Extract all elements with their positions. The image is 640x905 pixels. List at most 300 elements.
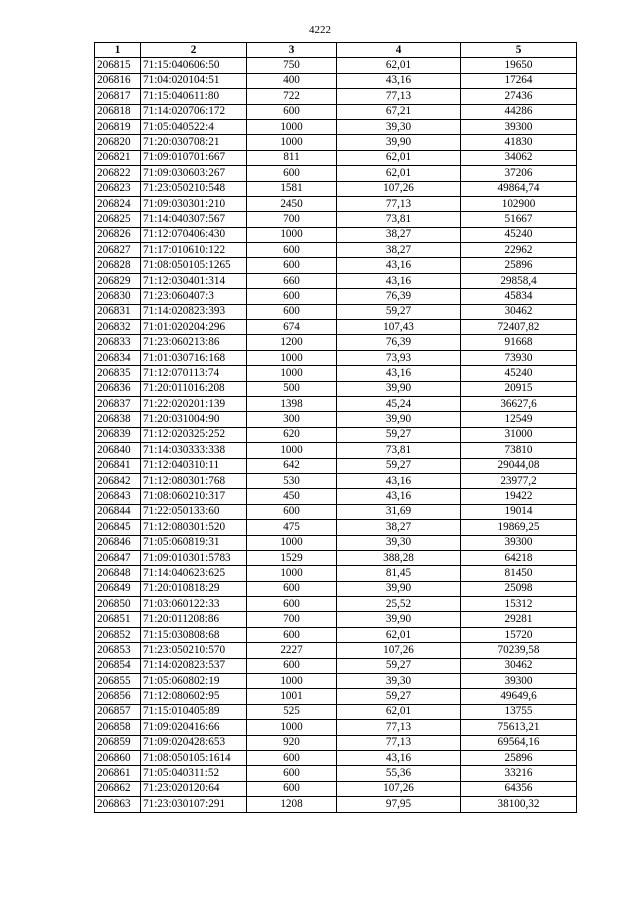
- table-row: [95, 289, 577, 304]
- table-row: [95, 689, 577, 704]
- rate-cell: 39,90: [337, 581, 461, 596]
- value-cell: 64218: [461, 550, 577, 565]
- cadastral-number-cell: 71:05:060819:31: [141, 535, 247, 550]
- value-cell: 39300: [461, 119, 577, 134]
- value-cell: 39300: [461, 535, 577, 550]
- rate-cell: 62,01: [337, 704, 461, 719]
- table-row: [95, 104, 577, 119]
- area-cell: 674: [247, 320, 337, 335]
- column-header-1: 1: [95, 43, 141, 58]
- value-cell: 12549: [461, 412, 577, 427]
- row-number-cell: 206856: [95, 689, 141, 704]
- table-row: [95, 643, 577, 658]
- table-row: [95, 797, 577, 812]
- row-number-cell: 206833: [95, 335, 141, 350]
- area-cell: 620: [247, 427, 337, 442]
- table-row: [95, 627, 577, 642]
- row-number-cell: 206845: [95, 520, 141, 535]
- cadastral-number-cell: 71:23:050210:570: [141, 643, 247, 658]
- value-cell: 45834: [461, 289, 577, 304]
- rate-cell: 43,16: [337, 473, 461, 488]
- rate-cell: 107,26: [337, 181, 461, 196]
- value-cell: 49649,6: [461, 689, 577, 704]
- area-cell: 1000: [247, 720, 337, 735]
- column-header-2: 2: [141, 43, 247, 58]
- rate-cell: 39,90: [337, 612, 461, 627]
- value-cell: 51667: [461, 212, 577, 227]
- cadastral-number-cell: 71:12:080602:95: [141, 689, 247, 704]
- cadastral-number-cell: 71:14:020706:172: [141, 104, 247, 119]
- cadastral-number-cell: 71:05:040522:4: [141, 119, 247, 134]
- rate-cell: 39,30: [337, 674, 461, 689]
- cadastral-number-cell: 71:08:050105:1614: [141, 750, 247, 765]
- column-header-3: 3: [247, 43, 337, 58]
- value-cell: 19869,25: [461, 520, 577, 535]
- table-row: [95, 704, 577, 719]
- area-cell: 2227: [247, 643, 337, 658]
- cadastral-number-cell: 71:17:010610:122: [141, 243, 247, 258]
- table-row: [95, 227, 577, 242]
- area-cell: 2450: [247, 196, 337, 211]
- table-row: [95, 396, 577, 411]
- value-cell: 19650: [461, 58, 577, 73]
- cadastral-number-cell: 71:15:030808:68: [141, 627, 247, 642]
- value-cell: 29281: [461, 612, 577, 627]
- table-row: [95, 458, 577, 473]
- rate-cell: 39,30: [337, 119, 461, 134]
- cadastral-number-cell: 71:20:011208:86: [141, 612, 247, 627]
- value-cell: 39300: [461, 674, 577, 689]
- area-cell: 525: [247, 704, 337, 719]
- value-cell: 91668: [461, 335, 577, 350]
- cadastral-number-cell: 71:20:011016:208: [141, 381, 247, 396]
- area-cell: 600: [247, 258, 337, 273]
- rate-cell: 62,01: [337, 166, 461, 181]
- table-row: [95, 89, 577, 104]
- area-cell: 600: [247, 504, 337, 519]
- cadastral-number-cell: 71:22:020201:139: [141, 396, 247, 411]
- value-cell: 22962: [461, 243, 577, 258]
- table-row: [95, 166, 577, 181]
- table-row: [95, 535, 577, 550]
- cadastral-number-cell: 71:09:020416:66: [141, 720, 247, 735]
- row-number-cell: 206846: [95, 535, 141, 550]
- table-row: [95, 720, 577, 735]
- table-row: [95, 150, 577, 165]
- area-cell: 400: [247, 73, 337, 88]
- table-header: [95, 43, 577, 58]
- cadastral-number-cell: 71:23:050210:548: [141, 181, 247, 196]
- table-row: [95, 504, 577, 519]
- table-row: [95, 243, 577, 258]
- cadastral-number-cell: 71:12:070406:430: [141, 227, 247, 242]
- row-number-cell: 206850: [95, 597, 141, 612]
- cadastral-number-cell: 71:23:060407:3: [141, 289, 247, 304]
- cadastral-number-cell: 71:23:060213:86: [141, 335, 247, 350]
- cadastral-number-cell: 71:12:030401:314: [141, 273, 247, 288]
- rate-cell: 97,95: [337, 797, 461, 812]
- rate-cell: 43,16: [337, 273, 461, 288]
- row-number-cell: 206830: [95, 289, 141, 304]
- row-number-cell: 206860: [95, 750, 141, 765]
- header-row: [95, 43, 577, 58]
- table-row: [95, 658, 577, 673]
- row-number-cell: 206863: [95, 797, 141, 812]
- cadastral-number-cell: 71:23:030107:291: [141, 797, 247, 812]
- area-cell: 722: [247, 89, 337, 104]
- rate-cell: 62,01: [337, 627, 461, 642]
- row-number-cell: 206858: [95, 720, 141, 735]
- table-row: [95, 320, 577, 335]
- value-cell: 27436: [461, 89, 577, 104]
- area-cell: 600: [247, 243, 337, 258]
- row-number-cell: 206835: [95, 366, 141, 381]
- area-cell: 1581: [247, 181, 337, 196]
- rate-cell: 67,21: [337, 104, 461, 119]
- table-row: [95, 273, 577, 288]
- area-cell: 1529: [247, 550, 337, 565]
- table-row: [95, 58, 577, 73]
- row-number-cell: 206840: [95, 443, 141, 458]
- rate-cell: 25,52: [337, 597, 461, 612]
- rate-cell: 55,36: [337, 766, 461, 781]
- rate-cell: 73,93: [337, 350, 461, 365]
- row-number-cell: 206816: [95, 73, 141, 88]
- cadastral-number-cell: 71:15:040611:80: [141, 89, 247, 104]
- cadastral-number-cell: 71:20:030708:21: [141, 135, 247, 150]
- cadastral-number-cell: 71:12:080301:768: [141, 473, 247, 488]
- row-number-cell: 206832: [95, 320, 141, 335]
- rate-cell: 59,27: [337, 458, 461, 473]
- area-cell: 600: [247, 781, 337, 796]
- row-number-cell: 206822: [95, 166, 141, 181]
- rate-cell: 107,26: [337, 781, 461, 796]
- rate-cell: 38,27: [337, 243, 461, 258]
- area-cell: 600: [247, 766, 337, 781]
- row-number-cell: 206861: [95, 766, 141, 781]
- table-row: [95, 258, 577, 273]
- column-header-4: 4: [337, 43, 461, 58]
- area-cell: 600: [247, 627, 337, 642]
- table-row: [95, 735, 577, 750]
- value-cell: 25896: [461, 258, 577, 273]
- value-cell: 17264: [461, 73, 577, 88]
- cadastral-number-cell: 71:01:030716:168: [141, 350, 247, 365]
- area-cell: 600: [247, 104, 337, 119]
- area-cell: 1001: [247, 689, 337, 704]
- rate-cell: 39,30: [337, 535, 461, 550]
- value-cell: 70239,58: [461, 643, 577, 658]
- area-cell: 530: [247, 473, 337, 488]
- area-cell: 600: [247, 658, 337, 673]
- value-cell: 69564,16: [461, 735, 577, 750]
- cadastral-number-cell: 71:05:060802:19: [141, 674, 247, 689]
- cadastral-number-cell: 71:09:020428:653: [141, 735, 247, 750]
- rate-cell: 39,90: [337, 381, 461, 396]
- row-number-cell: 206848: [95, 566, 141, 581]
- cadastral-number-cell: 71:12:040310:11: [141, 458, 247, 473]
- rate-cell: 39,90: [337, 135, 461, 150]
- row-number-cell: 206855: [95, 674, 141, 689]
- area-cell: 450: [247, 489, 337, 504]
- row-number-cell: 206828: [95, 258, 141, 273]
- row-number-cell: 206843: [95, 489, 141, 504]
- row-number-cell: 206839: [95, 427, 141, 442]
- value-cell: 31000: [461, 427, 577, 442]
- table-row: [95, 350, 577, 365]
- area-cell: 1000: [247, 119, 337, 134]
- table-row: [95, 212, 577, 227]
- row-number-cell: 206826: [95, 227, 141, 242]
- cadastral-number-cell: 71:01:020204:296: [141, 320, 247, 335]
- value-cell: 33216: [461, 766, 577, 781]
- cadastral-number-cell: 71:14:040307:567: [141, 212, 247, 227]
- row-number-cell: 206837: [95, 396, 141, 411]
- area-cell: 700: [247, 612, 337, 627]
- value-cell: 13755: [461, 704, 577, 719]
- cadastral-number-cell: 71:23:020120:64: [141, 781, 247, 796]
- rate-cell: 38,27: [337, 227, 461, 242]
- row-number-cell: 206831: [95, 304, 141, 319]
- cadastral-number-cell: 71:15:010405:89: [141, 704, 247, 719]
- cadastral-number-cell: 71:14:020823:537: [141, 658, 247, 673]
- rate-cell: 59,27: [337, 304, 461, 319]
- page-number: 4222: [309, 24, 331, 36]
- row-number-cell: 206820: [95, 135, 141, 150]
- table-row: [95, 612, 577, 627]
- row-number-cell: 206852: [95, 627, 141, 642]
- rate-cell: 62,01: [337, 58, 461, 73]
- table-row: [95, 427, 577, 442]
- area-cell: 660: [247, 273, 337, 288]
- cadastral-number-cell: 71:08:060210:317: [141, 489, 247, 504]
- area-cell: 1200: [247, 335, 337, 350]
- value-cell: 45240: [461, 366, 577, 381]
- row-number-cell: 206829: [95, 273, 141, 288]
- row-number-cell: 206815: [95, 58, 141, 73]
- area-cell: 811: [247, 150, 337, 165]
- area-cell: 920: [247, 735, 337, 750]
- value-cell: 29044,08: [461, 458, 577, 473]
- value-cell: 34062: [461, 150, 577, 165]
- row-number-cell: 206854: [95, 658, 141, 673]
- cadastral-number-cell: 71:05:040311:52: [141, 766, 247, 781]
- value-cell: 25098: [461, 581, 577, 596]
- area-cell: 750: [247, 58, 337, 73]
- row-number-cell: 206862: [95, 781, 141, 796]
- value-cell: 41830: [461, 135, 577, 150]
- value-cell: 15312: [461, 597, 577, 612]
- area-cell: 700: [247, 212, 337, 227]
- cadastral-number-cell: 71:15:040606:50: [141, 58, 247, 73]
- rate-cell: 31,69: [337, 504, 461, 519]
- table-row: [95, 781, 577, 796]
- table-row: [95, 119, 577, 134]
- table-row: [95, 73, 577, 88]
- rate-cell: 43,16: [337, 258, 461, 273]
- cadastral-number-cell: 71:12:080301:520: [141, 520, 247, 535]
- area-cell: 1398: [247, 396, 337, 411]
- row-number-cell: 206838: [95, 412, 141, 427]
- value-cell: 72407,82: [461, 320, 577, 335]
- rate-cell: 59,27: [337, 689, 461, 704]
- rate-cell: 39,90: [337, 412, 461, 427]
- value-cell: 75613,21: [461, 720, 577, 735]
- cadastral-number-cell: 71:09:010701:667: [141, 150, 247, 165]
- area-cell: 600: [247, 581, 337, 596]
- value-cell: 25896: [461, 750, 577, 765]
- table-row: [95, 550, 577, 565]
- area-cell: 1000: [247, 227, 337, 242]
- table-row: [95, 674, 577, 689]
- rate-cell: 43,16: [337, 750, 461, 765]
- cadastral-number-cell: 71:22:050133:60: [141, 504, 247, 519]
- row-number-cell: 206841: [95, 458, 141, 473]
- table-row: [95, 135, 577, 150]
- rate-cell: 76,39: [337, 335, 461, 350]
- rate-cell: 59,27: [337, 658, 461, 673]
- row-number-cell: 206827: [95, 243, 141, 258]
- table-row: [95, 443, 577, 458]
- value-cell: 37206: [461, 166, 577, 181]
- row-number-cell: 206823: [95, 181, 141, 196]
- value-cell: 73930: [461, 350, 577, 365]
- rate-cell: 43,16: [337, 366, 461, 381]
- cadastral-number-cell: 71:03:060122:33: [141, 597, 247, 612]
- area-cell: 1000: [247, 566, 337, 581]
- value-cell: 36627,6: [461, 396, 577, 411]
- rate-cell: 77,13: [337, 89, 461, 104]
- area-cell: 475: [247, 520, 337, 535]
- row-number-cell: 206825: [95, 212, 141, 227]
- area-cell: 1000: [247, 135, 337, 150]
- row-number-cell: 206847: [95, 550, 141, 565]
- area-cell: 300: [247, 412, 337, 427]
- area-cell: 642: [247, 458, 337, 473]
- value-cell: 73810: [461, 443, 577, 458]
- rate-cell: 107,43: [337, 320, 461, 335]
- rate-cell: 73,81: [337, 443, 461, 458]
- value-cell: 81450: [461, 566, 577, 581]
- cadastral-number-cell: 71:14:040623:625: [141, 566, 247, 581]
- cadastral-number-cell: 71:12:070113:74: [141, 366, 247, 381]
- area-cell: 1000: [247, 535, 337, 550]
- rate-cell: 38,27: [337, 520, 461, 535]
- value-cell: 30462: [461, 658, 577, 673]
- rate-cell: 73,81: [337, 212, 461, 227]
- area-cell: 600: [247, 304, 337, 319]
- table-row: [95, 597, 577, 612]
- cadastral-number-cell: 71:12:020325:252: [141, 427, 247, 442]
- rate-cell: 81,45: [337, 566, 461, 581]
- column-header-5: 5: [461, 43, 577, 58]
- cadastral-number-cell: 71:09:030301:210: [141, 196, 247, 211]
- table-row: [95, 473, 577, 488]
- cadastral-number-cell: 71:08:050105:1265: [141, 258, 247, 273]
- value-cell: 49864,74: [461, 181, 577, 196]
- table-row: [95, 366, 577, 381]
- row-number-cell: 206859: [95, 735, 141, 750]
- cadastral-number-cell: 71:09:030603:267: [141, 166, 247, 181]
- rate-cell: 388,28: [337, 550, 461, 565]
- table-row: [95, 520, 577, 535]
- cadastral-number-cell: 71:04:020104:51: [141, 73, 247, 88]
- rate-cell: 107,26: [337, 643, 461, 658]
- row-number-cell: 206857: [95, 704, 141, 719]
- value-cell: 64356: [461, 781, 577, 796]
- table-row: [95, 566, 577, 581]
- table-row: [95, 750, 577, 765]
- value-cell: 19014: [461, 504, 577, 519]
- area-cell: 1000: [247, 350, 337, 365]
- rate-cell: 43,16: [337, 73, 461, 88]
- area-cell: 1000: [247, 674, 337, 689]
- row-number-cell: 206817: [95, 89, 141, 104]
- row-number-cell: 206849: [95, 581, 141, 596]
- area-cell: 600: [247, 289, 337, 304]
- area-cell: 1000: [247, 443, 337, 458]
- row-number-cell: 206834: [95, 350, 141, 365]
- data-table: [94, 42, 577, 813]
- area-cell: 500: [247, 381, 337, 396]
- area-cell: 600: [247, 597, 337, 612]
- cadastral-number-cell: 71:20:031004:90: [141, 412, 247, 427]
- row-number-cell: 206818: [95, 104, 141, 119]
- cadastral-number-cell: 71:09:010301:5783: [141, 550, 247, 565]
- row-number-cell: 206824: [95, 196, 141, 211]
- row-number-cell: 206821: [95, 150, 141, 165]
- cadastral-number-cell: 71:14:030333:338: [141, 443, 247, 458]
- row-number-cell: 206836: [95, 381, 141, 396]
- table-row: [95, 181, 577, 196]
- table-row: [95, 581, 577, 596]
- rate-cell: 45,24: [337, 396, 461, 411]
- rate-cell: 77,13: [337, 196, 461, 211]
- area-cell: 600: [247, 166, 337, 181]
- table-row: [95, 335, 577, 350]
- value-cell: 45240: [461, 227, 577, 242]
- rate-cell: 76,39: [337, 289, 461, 304]
- value-cell: 38100,32: [461, 797, 577, 812]
- row-number-cell: 206819: [95, 119, 141, 134]
- row-number-cell: 206853: [95, 643, 141, 658]
- table-row: [95, 196, 577, 211]
- area-cell: 1000: [247, 366, 337, 381]
- table-row: [95, 412, 577, 427]
- area-cell: 1208: [247, 797, 337, 812]
- row-number-cell: 206842: [95, 473, 141, 488]
- rate-cell: 77,13: [337, 735, 461, 750]
- table-row: [95, 489, 577, 504]
- value-cell: 29858,4: [461, 273, 577, 288]
- value-cell: 23977,2: [461, 473, 577, 488]
- area-cell: 600: [247, 750, 337, 765]
- value-cell: 44286: [461, 104, 577, 119]
- cadastral-number-cell: 71:20:010818:29: [141, 581, 247, 596]
- rate-cell: 62,01: [337, 150, 461, 165]
- table-row: [95, 304, 577, 319]
- row-number-cell: 206851: [95, 612, 141, 627]
- value-cell: 19422: [461, 489, 577, 504]
- value-cell: 20915: [461, 381, 577, 396]
- rate-cell: 77,13: [337, 720, 461, 735]
- cadastral-number-cell: 71:14:020823:393: [141, 304, 247, 319]
- rate-cell: 59,27: [337, 427, 461, 442]
- value-cell: 102900: [461, 196, 577, 211]
- table-body: [95, 58, 577, 812]
- rate-cell: 43,16: [337, 489, 461, 504]
- table-row: [95, 766, 577, 781]
